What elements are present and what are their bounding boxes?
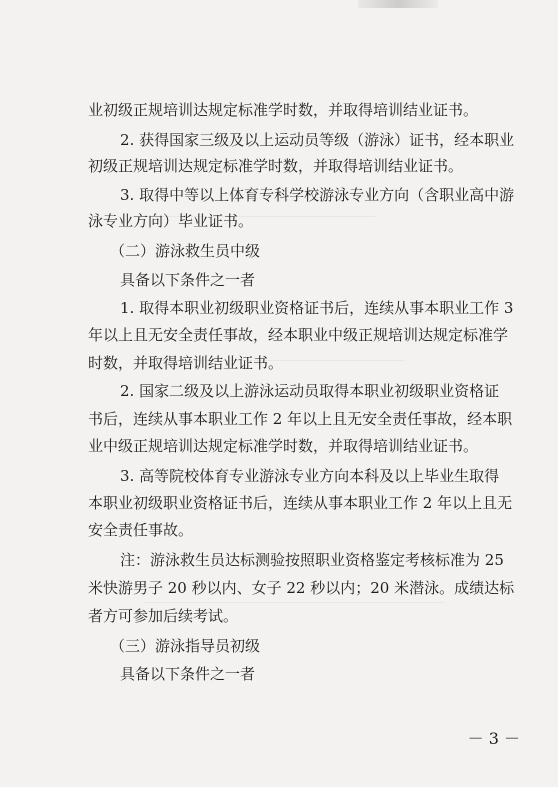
note-line-continuation: 者方可参加后续考试。 <box>88 607 239 625</box>
paragraph-line-continuation: 时数，并取得培训结业证书。 <box>88 354 284 372</box>
paragraph-line-continuation: 书后，连续从事本职业工作 2 年以上且无安全责任事故，经本职 <box>88 410 513 428</box>
section-heading: （三）游泳指导员初级 <box>110 637 261 655</box>
page-number: － 3 － <box>467 729 520 748</box>
list-item-line: 2. 国家二级及以上游泳运动员取得本职业初级职业资格证 <box>120 382 500 400</box>
text-line <box>0 128 558 152</box>
text-line <box>0 662 558 686</box>
text-line <box>0 183 558 207</box>
scan-ghost-line <box>145 602 445 603</box>
list-item-line: 2. 获得国家三级及以上运动员等级（游泳）证书，经本职业 <box>120 131 515 149</box>
condition-intro: 具备以下条件之一者 <box>120 665 256 683</box>
text-line <box>0 209 558 233</box>
paragraph-line-continuation: 业初级正规培训达规定标准学时数，并取得培训结业证书。 <box>88 101 479 119</box>
paragraph-line-continuation: 业中级正规培训达规定标准学时数，并取得培训结业证书。 <box>88 437 479 455</box>
list-item-line: 3. 高等院校体育专业游泳专业方向本科及以上毕业生取得 <box>120 467 500 485</box>
text-line <box>0 98 558 122</box>
note-line-continuation: 米快游男子 20 秒以内、女子 22 秒以内；20 米潜泳。成绩达标 <box>88 579 515 597</box>
section-heading: （二）游泳救生员中级 <box>110 242 261 260</box>
text-line <box>0 518 558 542</box>
text-line <box>0 604 558 628</box>
scan-mark <box>358 0 438 8</box>
text-line <box>0 379 558 403</box>
paragraph-line-continuation: 初级正规培训达规定标准学时数，并取得培训结业证书。 <box>88 157 464 175</box>
text-line <box>0 491 558 515</box>
text-line <box>0 239 558 263</box>
paragraph-line-continuation: 安全责任事故。 <box>88 521 194 539</box>
text-line <box>0 576 558 600</box>
text-line <box>0 268 558 292</box>
text-line <box>0 464 558 488</box>
text-line <box>0 323 558 347</box>
text-line <box>0 351 558 375</box>
text-line <box>0 634 558 658</box>
list-item-line: 3. 取得中等以上体育专科学校游泳专业方向（含职业高中游 <box>120 186 515 204</box>
paragraph-line-continuation: 泳专业方向）毕业证书。 <box>88 212 254 230</box>
text-line <box>0 154 558 178</box>
text-line <box>0 407 558 431</box>
paragraph-line-continuation: 年以上且无安全责任事故，经本职业中级正规培训达规定标准学 <box>88 326 509 344</box>
paragraph-line-continuation: 本职业初级职业资格证书后，连续从事本职业工作 2 年以上且无 <box>88 494 513 512</box>
condition-intro: 具备以下条件之一者 <box>120 271 256 289</box>
text-line <box>0 434 558 458</box>
list-item-line: 1. 取得本职业初级职业资格证书后，连续从事本职业工作 3 <box>120 299 514 317</box>
text-line <box>0 296 558 320</box>
text-line <box>0 548 558 572</box>
note-line: 注：游泳救生员达标测验按照职业资格鉴定考核标准为 25 <box>120 551 504 569</box>
